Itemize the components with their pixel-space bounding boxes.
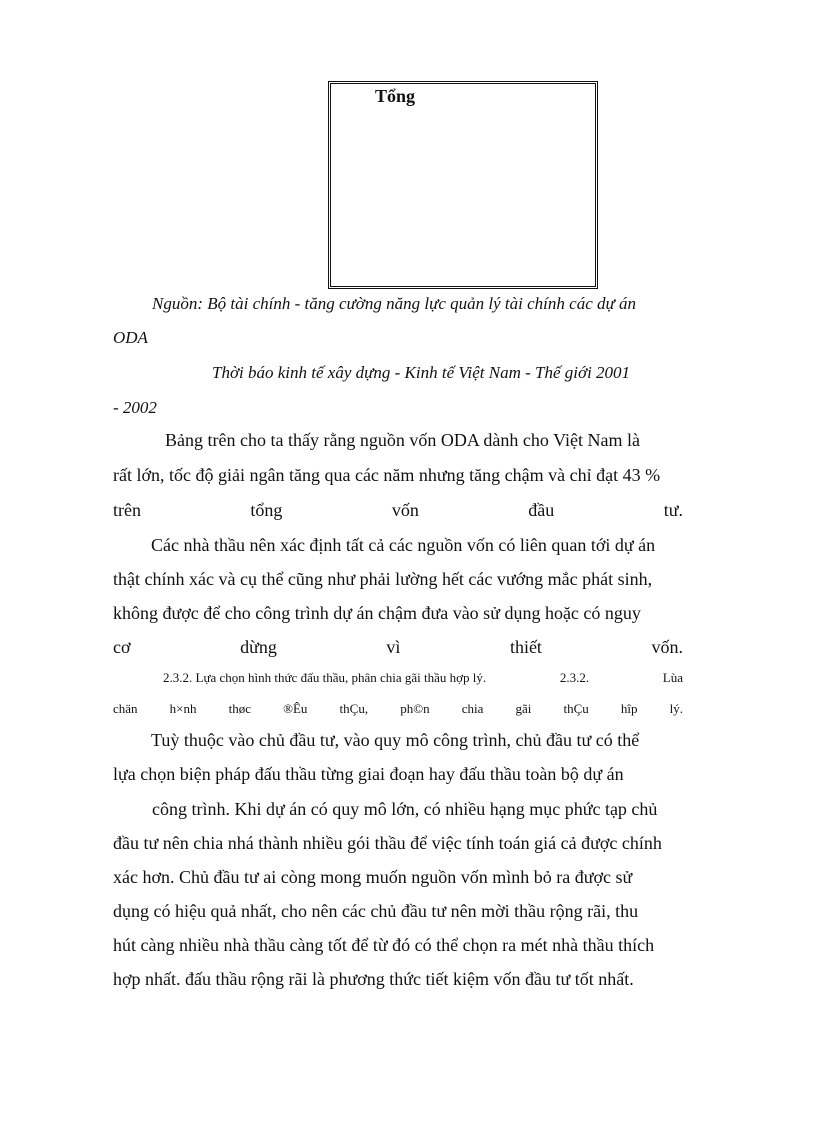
table-header-total: Tổng <box>375 86 416 106</box>
source-line-2: ODA <box>113 328 148 347</box>
para1-word: vốn <box>391 500 419 520</box>
para1-word: tổng <box>250 500 283 520</box>
para2-word: vì <box>386 637 401 657</box>
section-heading-word: thÇu, <box>339 701 369 716</box>
source-line-1: Nguồn: Bộ tài chính - tăng cường năng lực quản lý tài chính các dự án <box>152 294 637 313</box>
para1-word: tư. <box>663 500 683 520</box>
section-heading-word: gãi <box>515 701 532 716</box>
source-line-4: - 2002 <box>113 398 157 417</box>
section-heading-word: chia <box>461 701 484 716</box>
source-line-3: Thời báo kinh tế xây dựng - Kinh tế Việt Nam - Thế giới 2001 <box>212 363 631 382</box>
para1-line-2: rất lớn, tốc độ giải ngân tăng qua các năm nhưng tăng chậm và chỉ đạt 43 % <box>113 465 661 485</box>
table-box <box>328 81 598 289</box>
section-heading-word: lý. <box>669 701 683 716</box>
para3-line-5: xác hơn. Chủ đầu tư ai còng mong muốn nguồn vốn mình bỏ ra được sử <box>113 867 633 887</box>
para3-line-4: đầu tư nên chia nhá thành nhiều gói thầu để việc tính toán giá cả được chính <box>113 833 662 853</box>
section-heading-word: Lùa <box>662 670 683 685</box>
section-heading-word: thøc <box>228 701 251 716</box>
para3-line-7: hút càng nhiều nhà thầu càng tốt để từ đó có thể chọn ra mét nhà thầu thích <box>113 935 655 955</box>
para2-line-2: thật chính xác và cụ thể cũng như phải lường hết các vướng mắc phát sinh, <box>113 569 653 589</box>
para1-line-1: Bảng trên cho ta thấy rằng nguồn vốn ODA dành cho Việt Nam là <box>165 430 640 450</box>
para3-line-3: công trình. Khi dự án có quy mô lớn, có nhiều hạng mục phức tạp chủ <box>152 799 658 819</box>
para2-word: cơ <box>113 637 131 657</box>
section-heading-word: ph©n <box>400 701 430 716</box>
section-heading-line-1 <box>163 666 683 690</box>
para2-word: thiết <box>509 637 542 657</box>
section-heading-text: 2.3.2. Lựa chọn hình thức đấu thầu, phân chia gãi thầu hợp lý. <box>163 670 487 685</box>
section-heading-line-2 <box>113 697 683 721</box>
para3-line-6: dụng có hiệu quả nhất, cho nên các chủ đầu tư nên mời thầu rộng rãi, thu <box>113 901 639 921</box>
section-heading-word: h×nh <box>169 701 197 716</box>
para1-line-3 <box>113 498 683 522</box>
section-heading-word: thÇu <box>563 701 589 716</box>
para3-line-1: Tuỳ thuộc vào chủ đầu tư, vào quy mô công trình, chủ đầu tư có thể <box>151 730 640 750</box>
para3-line-2: lựa chọn biện pháp đấu thầu từng giai đoạn hay đấu thầu toàn bộ dự án <box>113 764 624 784</box>
section-heading-word: hîp <box>620 701 638 716</box>
para2-line-4 <box>113 635 683 659</box>
para2-line-1: Các nhà thầu nên xác định tất cả các nguồn vốn có liên quan tới dự án <box>151 535 656 555</box>
para1-word: đầu <box>528 500 555 520</box>
para2-word: vốn. <box>651 637 683 657</box>
para3-line-8: hợp nhất. đấu thầu rộng rãi là phương thức tiết kiệm vốn đầu tư tốt nhất. <box>113 969 634 989</box>
para1-word: trên <box>113 500 141 520</box>
para2-word: dừng <box>240 637 277 657</box>
section-heading-word: chän <box>113 701 138 716</box>
para2-line-3: không được để cho công trình dự án chậm đưa vào sử dụng hoặc có nguy <box>113 603 641 623</box>
section-heading-number: 2.3.2. <box>559 670 590 685</box>
section-heading-word: ®Êu <box>283 701 308 716</box>
